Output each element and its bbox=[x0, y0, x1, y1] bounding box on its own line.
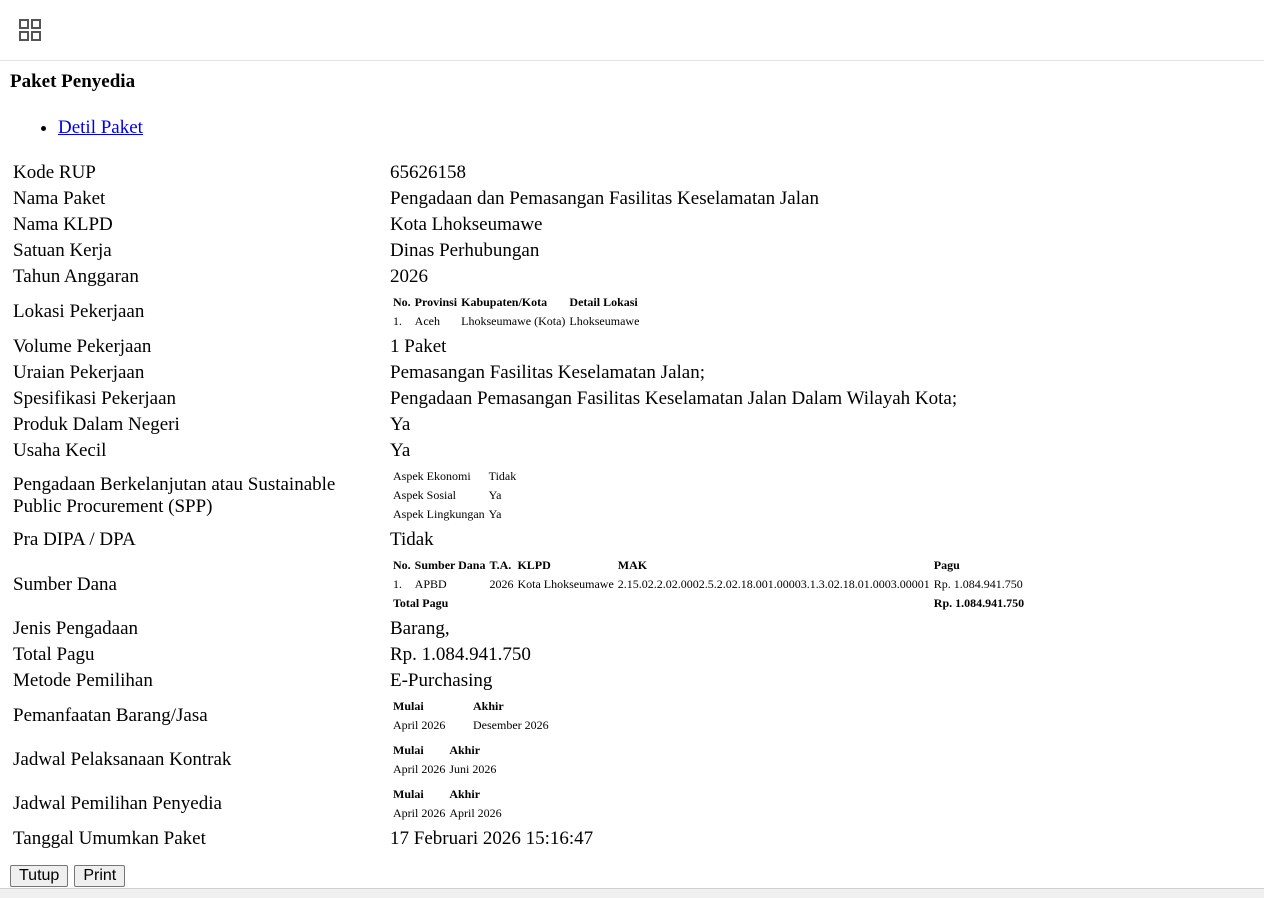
value-metode: E-Purchasing bbox=[390, 670, 493, 691]
jadwal-kontrak-table bbox=[390, 740, 499, 780]
value-pdn: Ya bbox=[390, 414, 411, 435]
row-pemanfaatan bbox=[12, 695, 1028, 737]
table-row bbox=[392, 313, 640, 330]
value-jadwal-kontrak bbox=[389, 739, 1028, 781]
tab-detil-paket-link[interactable]: Detil Paket bbox=[58, 117, 143, 138]
label-uraian: Uraian Pekerjaan bbox=[13, 362, 145, 383]
label-nama-paket: Nama Paket bbox=[13, 188, 106, 209]
sumber-header-no: No. bbox=[393, 558, 411, 572]
value-jadwal-pemilihan bbox=[389, 783, 1028, 825]
label-nama-klpd: Nama KLPD bbox=[13, 214, 113, 235]
sumber-header-sumber: Sumber Dana bbox=[414, 558, 486, 572]
jadwal-kontrak-mulai-header: Mulai bbox=[393, 743, 424, 757]
label-spp: Pengadaan Berkelanjutan atau Sustainable Public Procurement (SPP) bbox=[13, 473, 336, 517]
value-pemanfaatan bbox=[389, 695, 1028, 737]
value-sumber-dana bbox=[389, 554, 1028, 615]
table-row bbox=[392, 468, 517, 485]
row-spesifikasi bbox=[12, 387, 1028, 411]
sumber-total-label: Total Pagu bbox=[393, 596, 449, 610]
pemanfaatan-mulai-header: Mulai bbox=[393, 699, 424, 713]
table-row-total bbox=[392, 595, 1025, 612]
value-tanggal-umumkan: 17 Februari 2026 15:16:47 bbox=[390, 828, 594, 849]
lokasi-detail: Lhokseumawe bbox=[569, 314, 640, 328]
row-satuan-kerja bbox=[12, 239, 1028, 263]
sumber-header-klpd: KLPD bbox=[517, 558, 551, 572]
spp-aspek-sosial-value: Ya bbox=[488, 488, 502, 502]
lokasi-provinsi: Aceh bbox=[414, 314, 440, 328]
sumber-pagu: Rp. 1.084.941.750 bbox=[933, 577, 1023, 591]
label-jadwal-kontrak: Jadwal Pelaksanaan Kontrak bbox=[13, 749, 232, 770]
label-pdn: Produk Dalam Negeri bbox=[13, 414, 180, 435]
label-jenis: Jenis Pengadaan bbox=[13, 618, 139, 639]
label-sumber-dana: Sumber Dana bbox=[13, 573, 117, 595]
sumber-mak: 2.15.02.2.02.0002.5.2.02.18.001.00003.1.3.02.18.01.0003.00001 bbox=[617, 577, 930, 591]
spp-aspek-ekonomi-value: Tidak bbox=[488, 469, 517, 483]
label-jadwal-pemilihan: Jadwal Pemilihan Penyedia bbox=[13, 793, 222, 814]
value-spp bbox=[389, 465, 1028, 526]
row-volume bbox=[12, 335, 1028, 359]
lokasi-header-kabupaten: Kabupaten/Kota bbox=[461, 295, 548, 309]
label-pemanfaatan: Pemanfaatan Barang/Jasa bbox=[13, 705, 208, 726]
label-usaha-kecil: Usaha Kecil bbox=[13, 440, 107, 461]
lokasi-header-no: No. bbox=[393, 295, 411, 309]
table-row bbox=[392, 761, 497, 778]
value-satuan-kerja: Dinas Perhubungan bbox=[390, 240, 540, 261]
lokasi-header-detail: Detail Lokasi bbox=[569, 295, 638, 309]
tab-list bbox=[38, 117, 143, 139]
lokasi-table bbox=[390, 292, 642, 332]
page-title: Paket Penyedia bbox=[10, 71, 136, 92]
value-uraian: Pemasangan Fasilitas Keselamatan Jalan; bbox=[390, 362, 705, 383]
table-row bbox=[392, 506, 517, 523]
spp-aspek-lingkungan-value: Ya bbox=[488, 507, 502, 521]
sumber-header-pagu: Pagu bbox=[933, 558, 960, 572]
label-spesifikasi: Spesifikasi Pekerjaan bbox=[13, 388, 177, 409]
lokasi-kabupaten: Lhokseumawe (Kota) bbox=[461, 314, 566, 328]
pemanfaatan-mulai: April 2026 bbox=[393, 718, 446, 732]
top-bar bbox=[0, 0, 1264, 61]
sumber-total-value: Rp. 1.084.941.750 bbox=[933, 596, 1025, 610]
pemanfaatan-akhir-header: Akhir bbox=[473, 699, 504, 713]
sumber-header-ta: T.A. bbox=[489, 558, 512, 572]
row-usaha-kecil bbox=[12, 439, 1028, 463]
jadwal-kontrak-akhir: Juni 2026 bbox=[449, 762, 497, 776]
lokasi-no: 1. bbox=[393, 314, 402, 328]
spp-aspek-sosial-label: Aspek Sosial bbox=[393, 488, 456, 502]
detail-table bbox=[10, 159, 1030, 853]
row-jadwal-kontrak bbox=[12, 739, 1028, 781]
value-kode-rup: 65626158 bbox=[390, 162, 466, 183]
sumber-dana-table bbox=[390, 555, 1027, 614]
spp-table bbox=[390, 466, 519, 525]
row-pra-dipa bbox=[12, 528, 1028, 552]
sumber-klpd: Kota Lhokseumawe bbox=[517, 577, 614, 591]
label-volume: Volume Pekerjaan bbox=[13, 336, 152, 357]
table-row bbox=[392, 717, 550, 734]
row-nama-paket bbox=[12, 187, 1028, 211]
jadwal-kontrak-mulai: April 2026 bbox=[393, 762, 446, 776]
row-lokasi bbox=[12, 291, 1028, 333]
jadwal-pemilihan-akhir-header: Akhir bbox=[449, 787, 481, 801]
row-tahun-anggaran bbox=[12, 265, 1028, 289]
row-jenis bbox=[12, 617, 1028, 641]
jadwal-pemilihan-mulai-header: Mulai bbox=[393, 787, 424, 801]
row-metode bbox=[12, 669, 1028, 693]
table-row bbox=[392, 805, 503, 822]
tutup-button[interactable]: Tutup bbox=[10, 865, 68, 887]
value-pra-dipa: Tidak bbox=[390, 529, 434, 550]
grid-apps-icon[interactable] bbox=[19, 19, 41, 41]
row-spp bbox=[12, 465, 1028, 526]
sumber-ta: 2026 bbox=[489, 577, 514, 591]
button-bar bbox=[10, 865, 127, 887]
spp-aspek-lingkungan-label: Aspek Lingkungan bbox=[393, 507, 485, 521]
label-pra-dipa: Pra DIPA / DPA bbox=[13, 529, 136, 550]
table-row bbox=[392, 487, 517, 504]
label-kode-rup: Kode RUP bbox=[13, 162, 96, 183]
row-pdn bbox=[12, 413, 1028, 437]
print-button[interactable]: Print bbox=[74, 865, 125, 887]
lokasi-header-provinsi: Provinsi bbox=[414, 295, 458, 309]
label-total-pagu: Total Pagu bbox=[13, 644, 95, 665]
pemanfaatan-akhir: Desember 2026 bbox=[473, 718, 549, 732]
value-total-pagu: Rp. 1.084.941.750 bbox=[390, 644, 531, 665]
jadwal-kontrak-akhir-header: Akhir bbox=[449, 743, 481, 757]
value-nama-paket: Pengadaan dan Pemasangan Fasilitas Keselamatan Jalan bbox=[390, 188, 819, 209]
row-total-pagu bbox=[12, 643, 1028, 667]
value-usaha-kecil: Ya bbox=[390, 440, 411, 461]
table-row bbox=[392, 576, 1025, 593]
value-spesifikasi: Pengadaan Pemasangan Fasilitas Keselamatan Jalan Dalam Wilayah Kota; bbox=[390, 388, 958, 409]
value-volume: 1 Paket bbox=[390, 336, 447, 357]
row-kode-rup bbox=[12, 161, 1028, 185]
jadwal-pemilihan-table bbox=[390, 784, 505, 824]
value-lokasi bbox=[389, 291, 1028, 333]
sumber-sumber: APBD bbox=[414, 577, 447, 591]
jadwal-pemilihan-akhir: April 2026 bbox=[449, 806, 502, 820]
sumber-header-mak: MAK bbox=[617, 558, 648, 572]
sumber-no: 1. bbox=[393, 577, 402, 591]
tab-detil-paket bbox=[58, 117, 143, 139]
row-nama-klpd bbox=[12, 213, 1028, 237]
value-tahun-anggaran: 2026 bbox=[390, 266, 428, 287]
pemanfaatan-table bbox=[390, 696, 552, 736]
row-tanggal-umumkan bbox=[12, 827, 1028, 851]
spp-aspek-ekonomi-label: Aspek Ekonomi bbox=[393, 469, 471, 483]
row-uraian bbox=[12, 361, 1028, 385]
label-satuan-kerja: Satuan Kerja bbox=[13, 240, 112, 261]
row-jadwal-pemilihan bbox=[12, 783, 1028, 825]
row-sumber-dana bbox=[12, 554, 1028, 615]
label-lokasi: Lokasi Pekerjaan bbox=[13, 301, 145, 322]
label-tahun-anggaran: Tahun Anggaran bbox=[13, 266, 139, 287]
label-tanggal-umumkan: Tanggal Umumkan Paket bbox=[13, 828, 206, 849]
value-jenis: Barang, bbox=[390, 618, 450, 639]
jadwal-pemilihan-mulai: April 2026 bbox=[393, 806, 446, 820]
label-metode: Metode Pemilihan bbox=[13, 670, 153, 691]
value-nama-klpd: Kota Lhokseumawe bbox=[390, 214, 543, 235]
